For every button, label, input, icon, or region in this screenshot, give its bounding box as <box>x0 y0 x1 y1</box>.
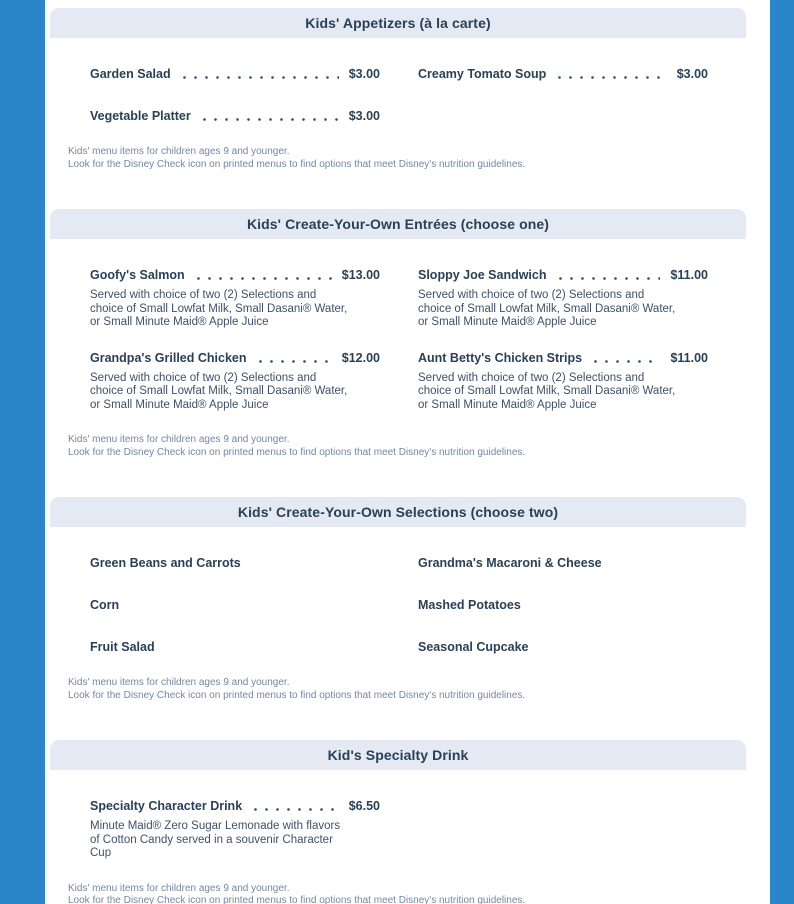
item-name: Vegetable Platter <box>90 109 191 123</box>
item-description-line: or Small Minute Maid® Apple Juice <box>90 398 269 411</box>
menu-item-line <box>418 267 708 283</box>
item-description <box>418 372 708 413</box>
footnote-line1: Kids' menu items for children ages 9 and younger. <box>68 434 290 445</box>
item-name: Fruit Salad <box>90 640 155 654</box>
menu-item-line <box>418 350 708 366</box>
item-price: $3.00 <box>348 109 380 123</box>
section-footnote <box>68 677 746 702</box>
dot-leader <box>558 76 666 79</box>
dot-leader <box>203 118 339 121</box>
item-price: $11.00 <box>670 350 708 365</box>
item-description <box>90 372 380 413</box>
dot-leader <box>254 808 339 811</box>
item-description-line: Cup <box>90 847 112 859</box>
menu-section <box>50 497 746 740</box>
section-title: Kids' Appetizers (à la carte) <box>305 15 491 31</box>
section-footnote <box>68 434 746 459</box>
dot-leader <box>197 277 332 280</box>
menu-item-line <box>90 267 380 283</box>
menu-item-line <box>90 639 380 655</box>
menu-item <box>418 639 708 655</box>
item-description-line: Served with choice of two (2) Selections and <box>90 289 317 301</box>
menu-item <box>90 350 380 413</box>
item-name: Corn <box>90 598 120 612</box>
item-price: $3.00 <box>676 67 708 81</box>
menu-item <box>90 267 380 330</box>
menu-item-line <box>418 66 708 82</box>
menu-item-line <box>418 555 708 571</box>
menu-item <box>418 597 708 613</box>
dot-leader <box>183 76 339 79</box>
menu-item <box>90 639 380 655</box>
menu-item <box>418 555 708 571</box>
section-body <box>50 239 746 497</box>
section-items <box>50 555 746 655</box>
item-description <box>90 289 380 330</box>
item-price: $11.00 <box>670 268 708 282</box>
section-header <box>50 497 746 527</box>
section-title: Kid's Specialty Drink <box>327 747 469 763</box>
item-description-line: choice of Small Lowfat Milk, Small Dasani® Water, <box>418 385 676 397</box>
section-footnote <box>68 883 746 904</box>
item-name: Seasonal Cupcake <box>418 640 529 654</box>
item-description-line: of Cotton Candy served in a souvenir Character <box>90 833 333 846</box>
dot-leader <box>559 277 661 280</box>
section-items <box>50 66 746 124</box>
footnote-line2: Look for the Disney Check icon on printed menus to find options that meet Disney's nutrition guidelines. <box>68 895 526 904</box>
section-title: Kids' Create-Your-Own Entrées (choose one) <box>246 216 550 232</box>
item-name: Mashed Potatoes <box>418 598 521 612</box>
dot-leader <box>259 360 332 363</box>
page-frame-right <box>770 0 794 904</box>
item-description-line: Served with choice of two (2) Selections and <box>418 289 645 301</box>
item-description <box>90 820 380 861</box>
section-body <box>50 38 746 209</box>
item-price: $12.00 <box>341 350 380 365</box>
item-description <box>418 289 708 330</box>
item-name: Grandma's Macaroni & Cheese <box>418 556 602 570</box>
menu-item-line <box>90 597 380 613</box>
item-description-line: or Small Minute Maid® Apple Juice <box>418 316 597 328</box>
item-description-line: choice of Small Lowfat Milk, Small Dasani® Water, <box>418 302 676 315</box>
section-header <box>50 209 746 239</box>
item-description-line: Minute Maid® Zero Sugar Lemonade with flavors <box>90 820 341 832</box>
menu-item-line <box>418 597 708 613</box>
page-frame-left <box>0 0 45 904</box>
footnote-line1: Kids' menu items for children ages 9 and younger. <box>68 882 290 894</box>
item-name: Grandpa's Grilled Chicken <box>90 350 247 365</box>
menu-item <box>90 555 380 571</box>
item-description-line: or Small Minute Maid® Apple Juice <box>90 316 269 328</box>
menu-item <box>90 597 380 613</box>
footnote-line1: Kids' menu items for children ages 9 and younger. <box>68 146 290 157</box>
item-name: Creamy Tomato Soup <box>418 67 547 81</box>
item-description-line: or Small Minute Maid® Apple Juice <box>418 398 597 411</box>
item-price: $6.50 <box>348 799 380 813</box>
item-price: $3.00 <box>348 67 380 81</box>
section-header <box>50 740 746 770</box>
item-name: Goofy's Salmon <box>90 268 185 282</box>
item-name: Garden Salad <box>90 67 171 81</box>
menu-section <box>50 8 746 209</box>
item-description-line: Served with choice of two (2) Selections and <box>90 371 317 384</box>
section-items <box>50 267 746 412</box>
menu-item-line <box>90 555 380 571</box>
menu-item-line <box>90 350 380 366</box>
section-items <box>50 798 746 861</box>
footnote-line2: Look for the Disney Check icon on printed menus to find options that meet Disney's nutrition guidelines. <box>68 158 526 170</box>
footnote-line2: Look for the Disney Check icon on printed menus to find options that meet Disney's nutrition guidelines. <box>68 689 526 701</box>
item-description-line: choice of Small Lowfat Milk, Small Dasani® Water, <box>90 302 348 315</box>
menu-item <box>418 66 708 82</box>
section-footnote <box>68 146 746 171</box>
menu-item <box>90 66 380 82</box>
menu-item-line <box>90 798 380 814</box>
item-name: Green Beans and Carrots <box>90 556 241 570</box>
item-name: Aunt Betty's Chicken Strips <box>418 350 583 365</box>
menu-item <box>418 350 708 413</box>
item-name: Sloppy Joe Sandwich <box>418 268 547 282</box>
item-price: $13.00 <box>341 268 380 282</box>
menu-item-line <box>418 639 708 655</box>
menu-sections <box>45 0 770 904</box>
section-title: Kids' Create-Your-Own Selections (choose two) <box>237 504 559 520</box>
section-body <box>50 527 746 740</box>
menu-item <box>90 108 380 124</box>
item-description-line: choice of Small Lowfat Milk, Small Dasani® Water, <box>90 385 348 397</box>
item-name: Specialty Character Drink <box>90 799 243 813</box>
item-description-line: Served with choice of two (2) Selections and <box>418 371 645 384</box>
dot-leader <box>594 360 660 363</box>
menu-item-line <box>90 66 380 82</box>
menu-item-line <box>90 108 380 124</box>
footnote-line1: Kids' menu items for children ages 9 and younger. <box>68 677 290 688</box>
footnote-line2: Look for the Disney Check icon on printed menus to find options that meet Disney's nutrition guidelines. <box>68 446 526 458</box>
menu-item <box>90 798 380 861</box>
section-body <box>50 770 746 904</box>
menu-section <box>50 740 746 904</box>
menu-item <box>418 267 708 330</box>
menu-section <box>50 209 746 497</box>
section-header <box>50 8 746 38</box>
